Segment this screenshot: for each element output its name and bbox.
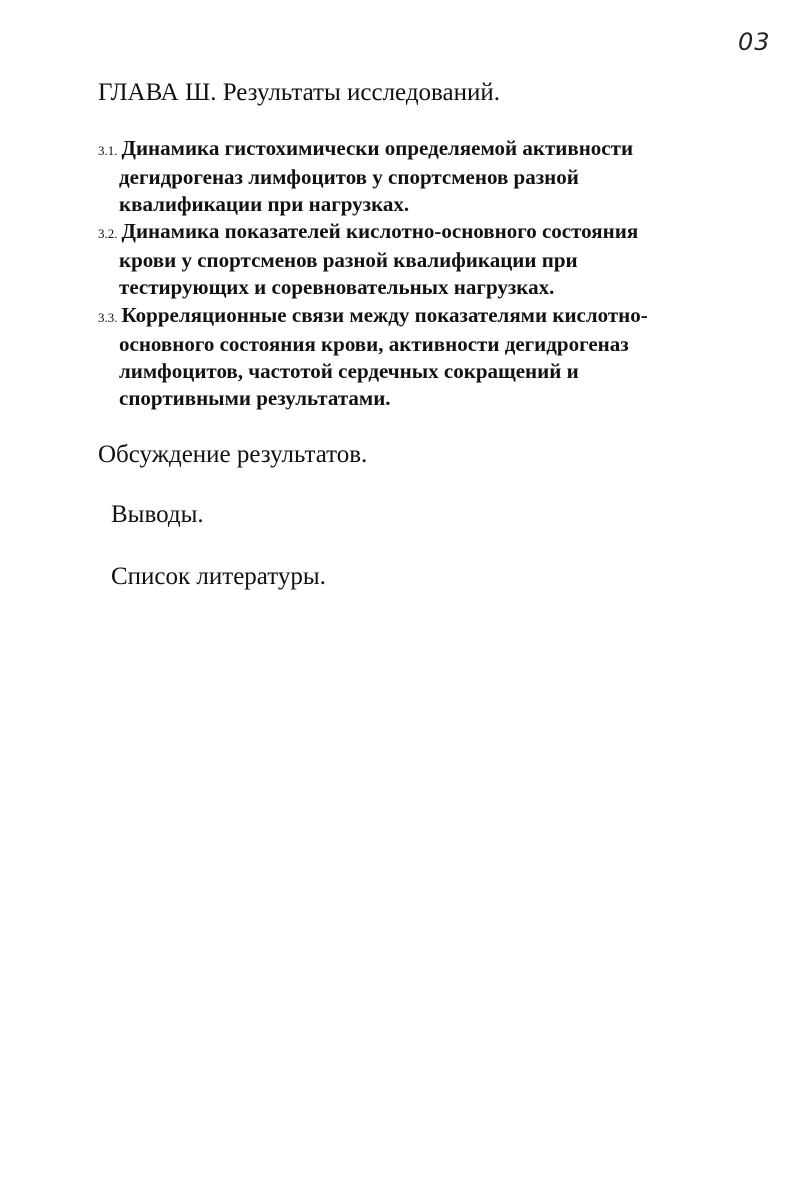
discussion-heading: Обсуждение результатов. [98, 441, 368, 468]
section-title-text: Динамика гистохимически определяемой активности [121, 136, 634, 160]
section-number: 3.2. [98, 226, 118, 241]
section-line: спортивными результатами. [119, 386, 391, 410]
section-line: основного состояния крови, активности дегидрогеназ [119, 332, 629, 356]
chapter-title: ГЛАВА Ш. Результаты исследований. [98, 79, 501, 106]
section-line [98, 218, 698, 247]
section-line: дегидрогеназ лимфоцитов у спортсменов разной [119, 165, 579, 189]
section-line [98, 302, 698, 331]
section-3-2 [98, 218, 698, 301]
section-3-3 [98, 302, 698, 412]
section-line: лимфоцитов, частотой сердечных сокращений и [119, 359, 579, 383]
conclusions-heading: Выводы. [111, 501, 204, 528]
section-title-text: Динамика показателей кислотно-основного состояния [121, 219, 639, 243]
section-number: 3.1. [98, 143, 118, 158]
section-title-text: Корреляционные связи между показателями кислотно- [121, 303, 648, 327]
section-line: тестирующих и соревновательных нагрузках. [119, 275, 555, 299]
references-heading: Список литературы. [111, 563, 326, 590]
page-number: 03 [738, 28, 771, 56]
section-line: квалификации при нагрузках. [119, 192, 410, 216]
section-line [98, 135, 698, 164]
section-line: крови у спортсменов разной квалификации при [119, 248, 578, 272]
section-number: 3.3. [98, 310, 118, 325]
section-3-1 [98, 135, 698, 218]
